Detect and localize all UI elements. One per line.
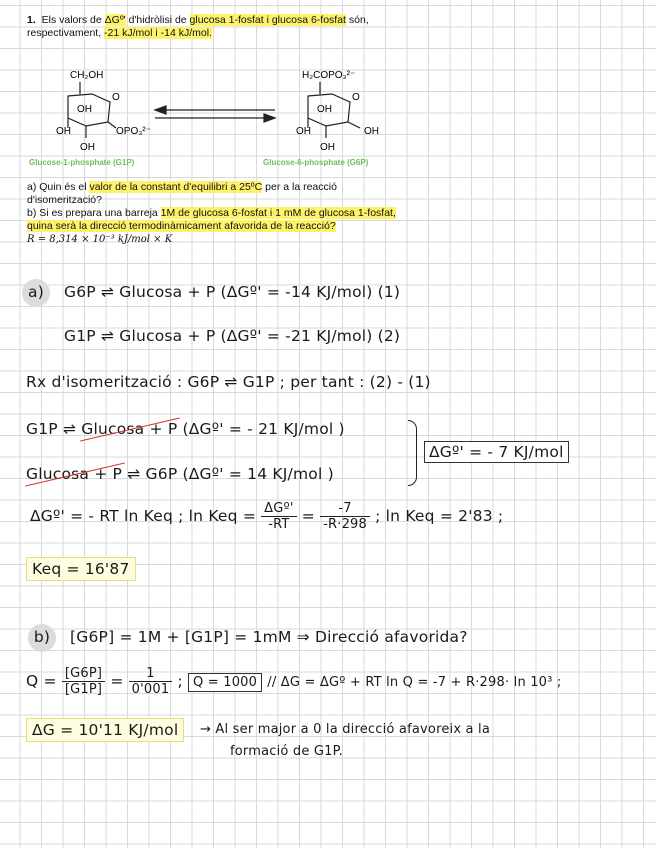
q-result: Q = 1000 bbox=[188, 673, 262, 692]
equilibrium-arrow bbox=[155, 106, 275, 122]
question-a-line-1 bbox=[27, 181, 467, 194]
questions bbox=[27, 181, 467, 246]
g6p-caption: Glucose-6-phosphate (G6P) bbox=[263, 158, 369, 167]
text-fragment: són, bbox=[345, 14, 369, 26]
problem-line-1 bbox=[27, 14, 447, 27]
g1p-oh-ring: OH bbox=[77, 104, 92, 115]
concentrations-line: [G6P] = 1M + [G1P] = 1mM ⇒ Direcció afavorida? bbox=[70, 628, 468, 646]
problem-number: 1. bbox=[27, 14, 36, 26]
fraction-concentrations bbox=[62, 666, 105, 697]
highlighted-compounds: glucosa 1-fosfat i glucosa 6-fosfat bbox=[189, 14, 346, 26]
question-a-line-2: d'isomerització? bbox=[27, 194, 102, 206]
g1p-top-group: CH₂OH bbox=[70, 70, 104, 81]
g6p-ring-oxygen: O bbox=[352, 92, 360, 103]
part-b-marker: b) bbox=[28, 624, 56, 652]
reversed-eq-4 bbox=[26, 465, 334, 483]
text-fragment: a) Quin és el bbox=[27, 181, 90, 193]
question-b-line-2 bbox=[27, 220, 467, 233]
text-fragment: G1P ⇌ bbox=[26, 420, 82, 438]
g1p-opo3: OPO₃²⁻ bbox=[116, 126, 151, 137]
highlighted-question-b-2: quina serà la direcció termodinàmicament afavorida de la reacció? bbox=[27, 220, 336, 232]
g6p-structure bbox=[308, 82, 360, 138]
equals-sign: = bbox=[301, 507, 315, 525]
dg-final-result: ΔG = 10'11 KJ/mol bbox=[26, 718, 184, 742]
sum-brace bbox=[408, 420, 417, 486]
g6p-oh-ring: OH bbox=[317, 104, 332, 115]
numerator: ΔGº' bbox=[261, 501, 296, 517]
dg-total-result: ΔGº' = - 7 KJ/mol bbox=[424, 441, 569, 463]
part-a-label bbox=[22, 279, 50, 307]
numerator: -7 bbox=[320, 501, 370, 517]
text-fragment: Els valors de bbox=[41, 14, 105, 26]
text-fragment: b) Si es prepara una barreja bbox=[27, 207, 161, 219]
g1p-oh-left: OH bbox=[56, 126, 71, 137]
problem-statement bbox=[27, 14, 447, 40]
numerator: 1 bbox=[129, 666, 173, 682]
part-b-label bbox=[28, 624, 56, 652]
conclusion-line-2: formació de G1P. bbox=[230, 744, 343, 759]
numerator: [G6P] bbox=[62, 666, 105, 682]
fraction-values bbox=[320, 501, 370, 532]
g6p-top-group: H₂COPO₃²⁻ bbox=[302, 70, 356, 81]
reaction-quotient-line bbox=[26, 666, 561, 697]
g6p-oh-left: OH bbox=[296, 126, 311, 137]
text-fragment: ; ln Keq = 2'83 ; bbox=[375, 507, 504, 525]
text-fragment: ⇌ G6P (ΔGº' = 14 KJ/mol ) bbox=[122, 465, 334, 483]
denominator: -RT bbox=[268, 517, 290, 532]
molecule-figure bbox=[20, 60, 420, 172]
cancelled-term: Glucosa + P bbox=[26, 465, 123, 483]
denominator: 0'001 bbox=[131, 682, 170, 697]
conclusion-line-1: → Al ser major a 0 la direcció afavoreix a la bbox=[200, 722, 491, 737]
g1p-structure bbox=[68, 82, 116, 138]
cancelled-term: Glucosa + P bbox=[81, 420, 178, 438]
g1p-oh-bottom: OH bbox=[80, 142, 95, 153]
part-a-marker: a) bbox=[22, 279, 50, 307]
fraction-dg-rt bbox=[261, 501, 296, 532]
keq-derivation bbox=[30, 501, 503, 532]
text-fragment: ΔGº' = - RT ln Keq ; ln Keq = bbox=[30, 507, 257, 525]
denominator: [G1P] bbox=[64, 682, 103, 697]
gas-constant: R = 8,314 × 10⁻³ kJ/mol × K bbox=[27, 234, 173, 245]
highlighted-question-b: 1M de glucosa 6-fosfat i 1 mM de glucosa 1-fosfat, bbox=[160, 207, 396, 219]
text-fragment: Q = bbox=[26, 672, 57, 690]
highlighted-values: -21 kJ/mol i -14 kJ/mol. bbox=[104, 27, 212, 39]
dg-formula: // ΔG = ΔGº + RT ln Q = -7 + R·298· ln 10³ ; bbox=[267, 675, 562, 690]
g6p-oh-bottom: OH bbox=[320, 142, 335, 153]
question-b-line-1 bbox=[27, 207, 467, 220]
delta-g-symbol: ΔGº' bbox=[104, 14, 126, 26]
equals-sign: = bbox=[110, 672, 124, 690]
text-fragment: (ΔGº' = - 21 KJ/mol ) bbox=[177, 420, 345, 438]
highlighted-question-a: valor de la constant d'equilibri a 25ºC bbox=[89, 181, 263, 193]
denominator: -R·298 bbox=[323, 517, 367, 532]
g1p-ring-oxygen: O bbox=[112, 92, 120, 103]
keq-result: Keq = 16'87 bbox=[26, 557, 136, 581]
text-fragment: ; bbox=[177, 672, 183, 690]
hydrolysis-eq-2: G1P ⇌ Glucosa + P (ΔGº' = -21 KJ/mol) (2) bbox=[64, 327, 401, 345]
g6p-oh-right: OH bbox=[364, 126, 379, 137]
hydrolysis-eq-1: G6P ⇌ Glucosa + P (ΔGº' = -14 KJ/mol) (1) bbox=[64, 283, 401, 301]
reversed-eq-3 bbox=[26, 420, 345, 438]
text-fragment: per a la reacció bbox=[262, 181, 337, 193]
fraction-q-values bbox=[129, 666, 173, 697]
isomerization-rx: Rx d'isomerització : G6P ⇌ G1P ; per tant : (2) - (1) bbox=[26, 373, 431, 391]
problem-line-2 bbox=[27, 27, 447, 40]
text-fragment: respectivament, bbox=[27, 27, 105, 39]
g1p-caption: Glucose-1-phosphate (G1P) bbox=[29, 158, 135, 167]
text-fragment: d'hidròlisi de bbox=[125, 14, 190, 26]
